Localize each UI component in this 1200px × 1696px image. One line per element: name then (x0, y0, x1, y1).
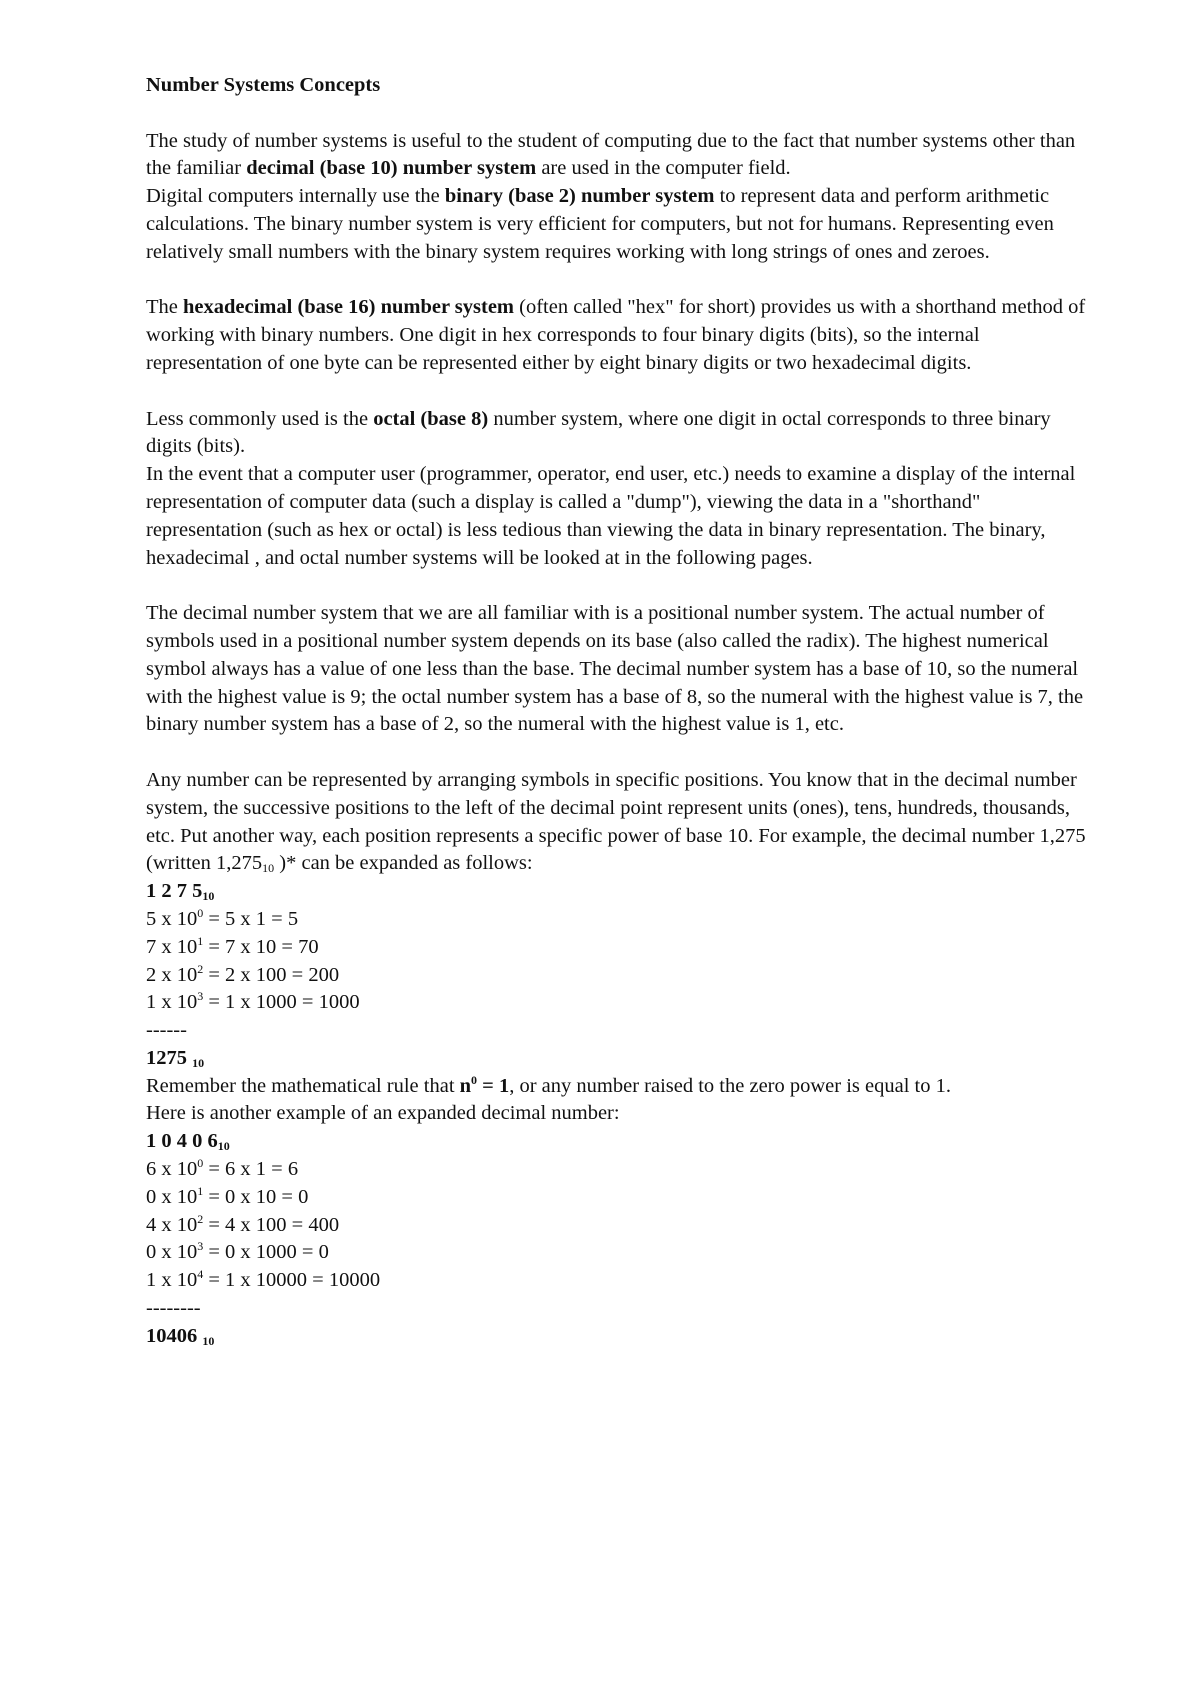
paragraph-binary (146, 183, 1086, 266)
text-run: = 1 x 1000 = 1000 (203, 991, 360, 1014)
text-run: = 2 x 100 = 200 (203, 963, 340, 986)
text-run: )* can be expanded as follows: (274, 852, 533, 875)
text-run: 0 x 10 (146, 1185, 198, 1208)
text-run: 2 x 10 (146, 963, 198, 986)
bold-term: decimal (base 10) number system (246, 157, 537, 180)
text-run: Any number can be represented by arranging symbols in specific positions. You know that in the decimal number system, the successive positions to the left of the decimal point represent units (ones), tens, hundreds, thousands, etc. Put another way, each position represents a specific power of base 10. For example, the decimal number 1,275 (written 1,275 (146, 768, 1086, 875)
text-run: The (146, 296, 183, 319)
paragraph-zero-power (146, 1073, 1086, 1101)
text-run: 10406 (146, 1324, 203, 1347)
text-run: = 0 x 1000 = 0 (203, 1241, 329, 1264)
example-total (146, 1323, 1086, 1351)
example-total (146, 1045, 1086, 1073)
paragraph-dump: In the event that a computer user (programmer, operator, end user, etc.) needs to examine a display of the internal representation of computer data (such a display is called a "dump"), viewing the data in a "shorthand" representation (such as hex or octal) is less tedious than viewing the data in binary representation. The binary, hexadecimal , and octal number systems will be looked at in the following pages. (146, 463, 1076, 569)
bold-term: binary (base 2) number system (444, 185, 715, 208)
superscript: 0 (197, 1156, 204, 1171)
expansion-example-1 (146, 878, 1086, 1073)
superscript: 2 (197, 961, 204, 976)
text-run: to represent data and perform arithmetic calculations. The binary number system is very efficient for computers, but not for humans. Representing even relatively small numbers with the binary system requires working with long strings of ones and zeroes. (146, 185, 1054, 263)
expansion-line (146, 906, 1086, 934)
text-run: are used in the computer field. (536, 157, 791, 180)
text-run: = 4 x 100 = 400 (203, 1213, 340, 1236)
text-run: 1275 (146, 1046, 193, 1069)
paragraph-octal (146, 406, 1086, 462)
text-run: 5 x 10 (146, 907, 198, 930)
text-run: The study of number systems is useful to the student of computing due to the fact that number systems other than the familiar (146, 129, 1076, 180)
paragraph-positions (146, 767, 1086, 878)
document-title: Number Systems Concepts (146, 74, 381, 96)
text-run: , or any number raised to the zero power is equal to 1. (509, 1074, 951, 1097)
paragraph-positional: The decimal number system that we are all familiar with is a positional number system. The actual number of symbols used in a positional number system depends on its base (also called the radix). The highest numerical symbol always has a value of one less than the base. The decimal number system has a base of 10, so the numeral with the highest value is 9; the octal number system has a base of 8, so the numeral with the highest value is 7, the binary number system has a base of 2, so the numeral with the highest value is 1, etc. (146, 602, 1084, 736)
expansion-line (146, 1156, 1086, 1184)
subscript: 10 (262, 861, 275, 876)
text-run: 6 x 10 (146, 1158, 198, 1181)
text-run: (often called "hex" for short) provides us with a shorthand method of working with binary numbers. One digit in hex corresponds to four binary digits (bits), so the internal representation of one byte can be represented either by eight binary digits or two hexadecimal digits. (146, 296, 1086, 374)
superscript: 2 (197, 1211, 204, 1226)
expansion-line (146, 1184, 1086, 1212)
expansion-line (146, 989, 1086, 1017)
sum-rule: ------ (146, 1019, 187, 1042)
text-run: = 6 x 1 = 6 (203, 1158, 299, 1181)
text-run: = 0 x 10 = 0 (203, 1185, 309, 1208)
paragraph-intro (146, 128, 1086, 184)
subscript: 10 (192, 1055, 205, 1070)
document-body (146, 72, 1086, 1351)
text-run: 1 2 7 5 (146, 880, 203, 903)
text-run: 7 x 10 (146, 935, 198, 958)
subscript: 10 (202, 1333, 215, 1348)
superscript: 3 (197, 989, 204, 1004)
sum-rule: -------- (146, 1297, 201, 1320)
text-run: = 5 x 1 = 5 (203, 907, 299, 930)
bold-term: n (459, 1074, 472, 1097)
expansion-line (146, 1239, 1086, 1267)
superscript: 0 (197, 905, 204, 920)
bold-term: = 1 (477, 1074, 510, 1097)
text-run: 0 x 10 (146, 1241, 198, 1264)
superscript: 3 (197, 1239, 204, 1254)
paragraph-another-example: Here is another example of an expanded decimal number: (146, 1102, 620, 1125)
text-run: Digital computers internally use the (146, 185, 445, 208)
superscript: 4 (197, 1267, 204, 1282)
subscript: 10 (217, 1139, 230, 1154)
bold-term: octal (base 8) (373, 407, 489, 430)
text-run: 1 x 10 (146, 991, 198, 1014)
text-run: = 1 x 10000 = 10000 (203, 1269, 381, 1292)
superscript: 0 (471, 1072, 478, 1087)
text-run: number system, where one digit in octal corresponds to three binary digits (bits). (146, 407, 1051, 458)
expansion-line (146, 934, 1086, 962)
bold-term: hexadecimal (base 16) number system (183, 296, 515, 319)
text-run: Remember the mathematical rule that (146, 1074, 460, 1097)
expansion-line (146, 1267, 1086, 1295)
text-run: 4 x 10 (146, 1213, 198, 1236)
superscript: 1 (197, 933, 204, 948)
expansion-line (146, 962, 1086, 990)
text-run: = 7 x 10 = 70 (203, 935, 319, 958)
expansion-line (146, 1212, 1086, 1240)
text-run: Less commonly used is the (146, 407, 374, 430)
paragraph-hexadecimal (146, 294, 1086, 377)
example-number (146, 1128, 1086, 1156)
superscript: 1 (197, 1183, 204, 1198)
expansion-example-2 (146, 1128, 1086, 1350)
text-run: 1 x 10 (146, 1269, 198, 1292)
text-run: 1 0 4 0 6 (146, 1130, 218, 1153)
example-number (146, 878, 1086, 906)
subscript: 10 (202, 889, 215, 904)
